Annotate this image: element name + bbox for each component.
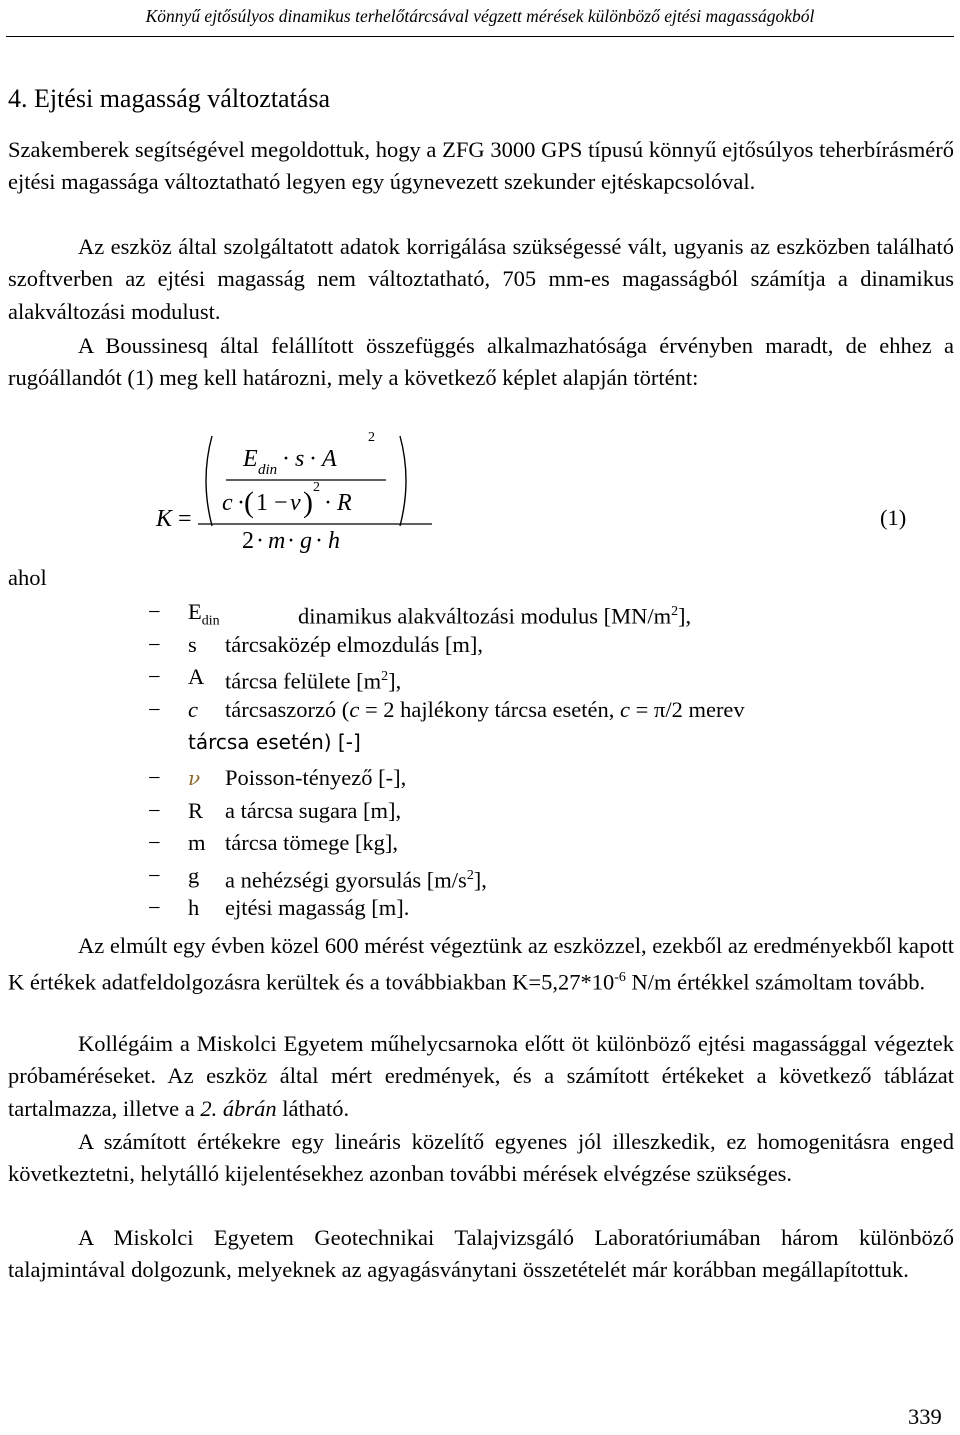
list-dash: − <box>148 765 161 790</box>
definition-edin <box>148 596 948 629</box>
list-dash: − <box>148 797 161 823</box>
definition-m <box>148 827 948 860</box>
symbol-edin: $E_{din}$ <box>188 599 220 629</box>
formula-E: E <box>243 446 258 472</box>
definition-s <box>148 629 948 662</box>
symbol-h: h <box>188 895 200 920</box>
section-heading: 4. Ejtési magasság változtatása <box>8 84 331 113</box>
formula-dot-3: · <box>237 490 245 516</box>
definition-r <box>148 795 948 828</box>
variable-definitions <box>148 596 948 925</box>
ahol-label: ahol <box>8 565 47 590</box>
formula-din: din <box>258 462 278 478</box>
description-edin: dinamikus alakváltozási modulus $[MN/m^2]$, <box>298 603 692 629</box>
symbol-g: g <box>188 862 200 888</box>
big-paren-left <box>206 436 212 526</box>
formula-dot-6: · <box>287 528 295 554</box>
symbol-a: A <box>188 664 205 689</box>
list-dash: − <box>148 664 161 689</box>
formula-dot-1: · <box>282 446 290 472</box>
paragraph-5: Kollégáim a Miskolci Egyetem műhelycsarnoka előtt öt különböző ejtési magassággal végeztek próbaméréseket. Az eszköz által mért eredmények, és a számított értékeket a következő táblázat tartalmazza, illetve a 2. ábrán látható. <box>8 1031 954 1121</box>
definition-g <box>148 860 948 893</box>
running-header: Könnyű ejtősúlyos dinamikus terhelőtárcsával végzett mérések különböző ejtési magasságokból <box>145 6 815 26</box>
list-dash: − <box>148 830 161 855</box>
definition-c <box>148 694 948 727</box>
paragraph-7: A Miskolci Egyetem Geotechnikai Talajvizsgáló Laboratóriumában három különböző talajmintával dolgozunk, melyeknek az agyagásványtani összetételét már korábban megállapítottuk. <box>8 1225 954 1283</box>
symbol-r: R <box>188 797 204 823</box>
description-m: tárcsa tömege [kg], <box>225 830 399 855</box>
formula-dot-7: · <box>315 528 323 554</box>
description-nu: Poisson-tényező [-], <box>225 765 407 790</box>
paragraph-1: Szakemberek segítségével megoldottuk, hogy a ZFG 3000 GPS típusú könnyű ejtősúlyos teherbírásmérő ejtési magassága változtatható legyen egy úgynevezett szekunder ejtéskapcsolóval. <box>8 137 954 195</box>
formula-c: c <box>222 490 233 516</box>
paragraph-2: Az eszköz által szolgáltatott adatok korrigálása szükségessé vált, ugyanis az eszközben található szoftverben az ejtési magasság nem változtatható, 705 mm-es magasságból számítja a dinamikus alakváltozási modulust. <box>8 234 954 324</box>
paragraph-6: A számított értékekre egy lineáris közelítő egyenes jól illeszkedik, ez homogenitásra enged következtetni, helytálló kijelentésekhez azonban további mérések elvégzése szükséges. <box>8 1129 954 1187</box>
definition-nu <box>148 762 948 795</box>
list-dash: − <box>148 599 161 624</box>
formula-dot-4: · <box>324 490 332 516</box>
symbol-c: c <box>188 696 198 722</box>
formula-nu: ν <box>290 490 301 516</box>
formula-m: m <box>268 528 286 554</box>
formula-lhs: K = <box>156 506 192 532</box>
list-dash: − <box>148 895 161 920</box>
formula-den-two: 2 <box>242 528 254 554</box>
formula-main-bar <box>198 522 438 526</box>
header-rule <box>6 36 954 37</box>
symbol-s: s <box>188 631 197 657</box>
formula-dot-2: · <box>309 446 317 472</box>
description-c: tárcsaszorzó (c = 2 hajlékony tárcsa esetén, c = π/2 merev <box>225 696 745 722</box>
symbol-m: m <box>188 830 206 855</box>
equation-number: (1) <box>880 505 907 530</box>
paragraph-4: Az elmúlt egy évben közel 600 mérést végeztünk az eszközzel, ezekből az eredményekből kapott K értékek adatfeldolgozásra kerültek és a továbbiakban $K=5,27*10^{-6}$ N/m értékkel számoltam tovább. <box>8 933 954 995</box>
description-r: a tárcsa sugara [m], <box>225 797 402 823</box>
formula-one-minus: 1 − <box>256 490 288 516</box>
figure-reference: 2. ábrán <box>200 1095 277 1121</box>
description-g: a nehézségi gyorsulás $[m/s^2]$, <box>225 867 487 892</box>
nu-icon: ν <box>188 766 201 790</box>
formula-dot-5: · <box>256 528 264 554</box>
big-paren-right <box>400 436 406 526</box>
formula-R: R <box>337 490 352 516</box>
formula-h: h <box>328 528 340 554</box>
description-h: ejtési magasság [m]. <box>225 895 410 920</box>
formula-paren-open: ( <box>244 486 254 519</box>
description-s: tárcsaközép elmozdulás [m], <box>225 631 484 657</box>
page-number: 339 <box>908 1404 942 1429</box>
formula-s: s <box>295 446 305 472</box>
list-dash: − <box>148 696 161 722</box>
formula-k <box>150 430 450 570</box>
definition-h <box>148 892 948 925</box>
formula-g: g <box>300 528 312 554</box>
definition-c-continued: tárcsa esetén) [-] <box>188 730 361 754</box>
formula-outer-exponent: 2 <box>368 430 375 445</box>
formula-inner-exponent: 2 <box>313 480 320 495</box>
paragraph-3: A Boussinesq által felállított összefüggés alkalmazhatósága érvényben maradt, de ehhez a rugóállandót (1) meg kell határozni, mely a következő képlet alapján történt: <box>8 333 954 391</box>
formula-A: A <box>322 446 337 472</box>
definition-a <box>148 661 948 694</box>
list-dash: − <box>148 862 161 888</box>
description-a: tárcsa felülete $[m^2]$, <box>225 668 402 694</box>
formula-paren-close: ) <box>303 486 313 519</box>
list-dash: − <box>148 631 161 657</box>
